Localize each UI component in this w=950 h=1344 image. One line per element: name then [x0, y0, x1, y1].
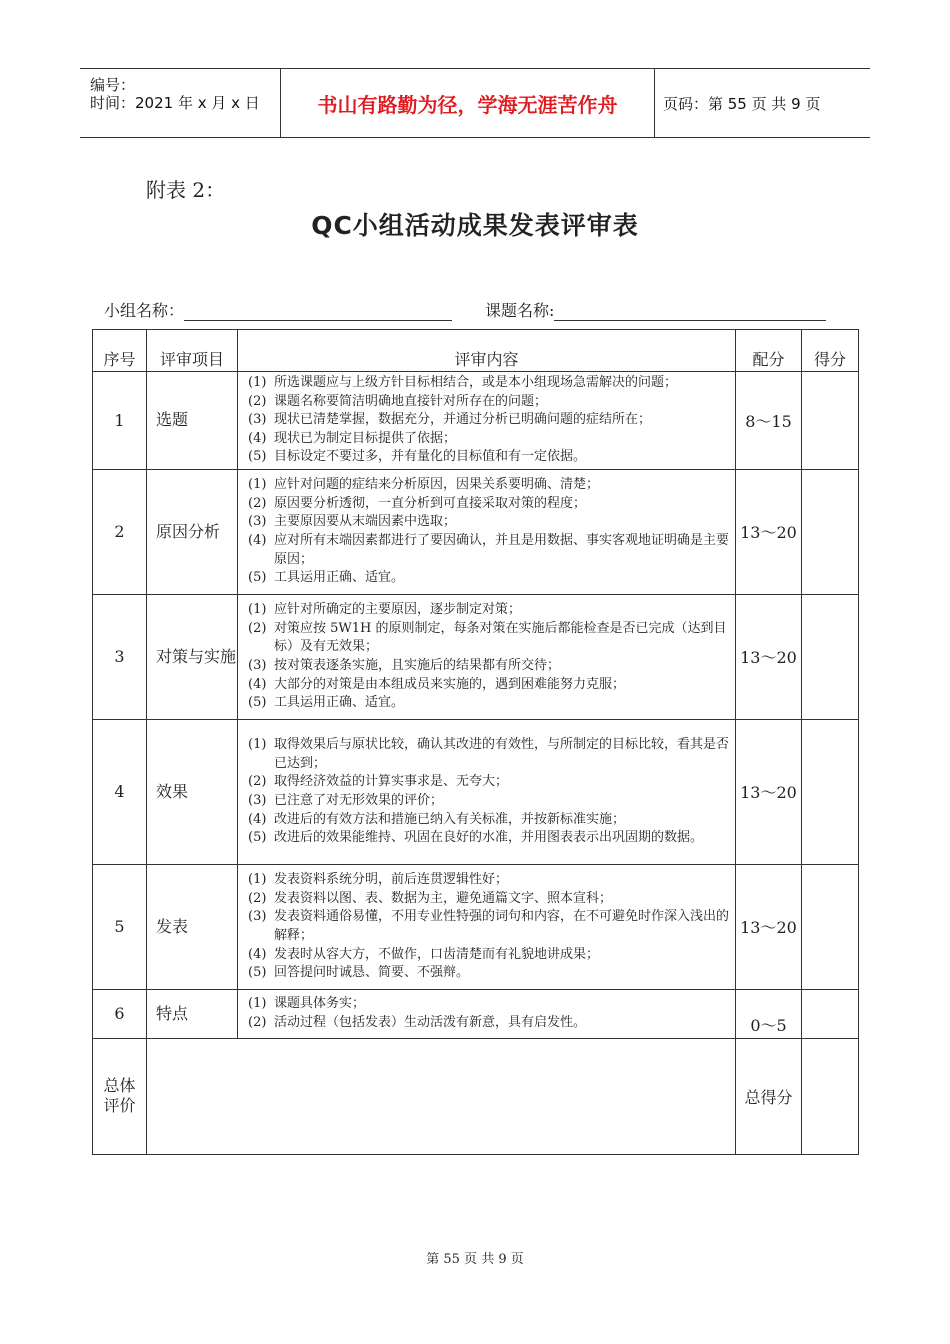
criterion-number: (1) — [248, 737, 267, 753]
criterion-text: 按对策表逐条实施，且实施后的结果都有所交待； — [274, 657, 561, 673]
date-label: 时间：2021 年 x 月 x 日 — [90, 94, 260, 112]
row-number: 5 — [93, 864, 147, 989]
criterion-text: 现状已为制定目标提供了依据； — [274, 430, 457, 446]
criterion-text: 发表时从容大方，不做作，口齿清楚而有礼貌地讲成果； — [274, 946, 600, 962]
criterion-number: (2) — [248, 890, 267, 906]
criterion — [248, 908, 729, 945]
criterion-number: (5) — [248, 830, 267, 846]
criterion-text: 发表资料以图、表、数据为主，避免通篇文字、照本宣科； — [274, 890, 613, 906]
criterion-text: 应针对所确定的主要原因，逐步制定对策； — [274, 602, 522, 618]
criterion-number: (2) — [248, 393, 267, 409]
score-cell[interactable] — [802, 372, 859, 470]
score-cell[interactable] — [802, 469, 859, 594]
code-label: 编号： — [90, 76, 136, 94]
criterion-text: 活动过程（包括发表）生动活泼有新意，具有启发性。 — [274, 1014, 587, 1030]
criterion — [248, 657, 729, 676]
document-header — [80, 68, 870, 138]
overall-row — [93, 1038, 859, 1154]
score-cell[interactable] — [802, 864, 859, 989]
criterion-text: 回答提问时诚恳、简要、不强辩。 — [274, 965, 470, 981]
criterion — [248, 532, 729, 569]
review-item: 特点 — [147, 989, 238, 1038]
criterion-number: (4) — [248, 532, 267, 548]
criterion-text: 工具运用正确、适宜。 — [274, 570, 405, 586]
header-content: 评审内容 — [238, 330, 736, 372]
criterion — [248, 393, 729, 412]
criterion — [248, 569, 729, 588]
score-cell[interactable] — [802, 719, 859, 864]
row-number: 4 — [93, 719, 147, 864]
criterion — [248, 829, 729, 848]
topic-name-label: 课题名称: — [485, 301, 555, 320]
group-name-label: 小组名称： — [104, 301, 185, 320]
criterion — [248, 964, 729, 983]
points-cell: 8～15 — [736, 372, 802, 470]
criterion-text: 改进后的效果能维持、巩固在良好的水准，并用图表表示出巩固期的数据。 — [274, 830, 704, 846]
page-footer: 第 55 页 共 9 页 — [426, 1252, 524, 1267]
criterion-number: (4) — [248, 811, 267, 827]
criterion-text: 主要原因要从末端因素中选取； — [274, 514, 457, 530]
review-content — [238, 469, 736, 594]
criterion-number: (1) — [248, 602, 267, 618]
header-score: 得分 — [802, 330, 859, 372]
criterion-text: 应针对问题的症结来分析原因，因果关系要明确、清楚； — [274, 477, 600, 493]
criterion-number: (4) — [248, 430, 267, 446]
criterion — [248, 773, 729, 792]
criterion — [248, 513, 729, 532]
criterion-text: 应对所有末端因素都进行了要因确认，并且是用数据、事实客观地证明确是主要原因； — [274, 532, 730, 567]
criterion-number: (3) — [248, 909, 267, 925]
criterion-text: 取得效果后与原状比较，确认其改进的有效性，与所制定的目标比较，看其是否已达到； — [274, 737, 730, 771]
criterion — [248, 890, 729, 909]
header-page-label: 页码：第 55 页 共 9 页 — [663, 94, 821, 113]
criterion-number: (2) — [248, 1014, 267, 1030]
criterion — [248, 946, 729, 965]
criterion-number: (2) — [248, 620, 267, 636]
points-cell: 13～20 — [736, 719, 802, 864]
criterion-text: 对策应按 5W1H 的原则制定，每条对策在实施后都能检查是否已完成（达到目标）及有无效果； — [274, 620, 727, 655]
criterion — [248, 495, 729, 514]
criterion — [248, 601, 729, 620]
criterion-text: 课题具体务实； — [274, 996, 366, 1012]
criterion — [248, 792, 729, 811]
appendix-label: 附表 2： — [146, 178, 226, 202]
header-motto: 书山有路勤为径，学海无涯苦作舟 — [280, 69, 655, 137]
review-content — [238, 989, 736, 1038]
criterion-number: (2) — [248, 495, 267, 511]
header-item: 评审项目 — [147, 330, 238, 372]
overall-label: 总体评价 — [93, 1038, 147, 1154]
row-number: 3 — [93, 594, 147, 719]
row-number: 1 — [93, 372, 147, 470]
points-cell: 13～20 — [736, 864, 802, 989]
criterion-number: (4) — [248, 676, 267, 692]
criterion-text: 发表资料通俗易懂，不用专业性特强的词句和内容，在不可避免时作深入浅出的解释； — [274, 909, 730, 943]
page-title: QC小组活动成果发表评审表 — [311, 211, 639, 240]
table-row — [93, 719, 859, 864]
criterion — [248, 694, 729, 713]
header-points: 配分 — [736, 330, 802, 372]
criterion-number: (2) — [248, 774, 267, 790]
table-header-row — [93, 330, 859, 372]
criterion-number: (5) — [248, 695, 267, 711]
criterion-text: 大部分的对策是由本组成员来实施的，遇到困难能努力克服； — [274, 676, 626, 692]
criterion-number: (3) — [248, 792, 267, 808]
row-number: 2 — [93, 469, 147, 594]
review-content — [238, 864, 736, 989]
criterion — [248, 811, 729, 830]
review-item: 对策与实施 — [147, 594, 238, 719]
criterion-number: (1) — [248, 996, 267, 1012]
topic-name-field[interactable] — [485, 298, 826, 321]
criterion — [248, 476, 729, 495]
header-no: 序号 — [93, 330, 147, 372]
table-row — [93, 469, 859, 594]
criterion-number: (1) — [248, 375, 267, 390]
total-score-cell[interactable] — [802, 1038, 859, 1154]
criterion — [248, 620, 729, 657]
criterion-number: (1) — [248, 477, 267, 493]
topic-name-blank[interactable] — [554, 302, 826, 321]
group-name-blank[interactable] — [184, 302, 452, 321]
review-content — [238, 719, 736, 864]
table-row — [93, 989, 859, 1038]
review-table — [92, 329, 859, 1155]
points-cell: 0～5 — [736, 989, 802, 1038]
criterion-number: (1) — [248, 872, 267, 888]
criterion-text: 改进后的有效方法和措施已纳入有关标准，并按新标准实施； — [274, 811, 626, 827]
criterion — [248, 736, 729, 773]
criterion-number: (3) — [248, 412, 267, 428]
criterion-text: 所选课题应与上级方针目标相结合，或是本小组现场急需解决的问题； — [274, 375, 678, 390]
criterion-text: 发表资料系统分明，前后连贯逻辑性好； — [274, 872, 509, 888]
table-row — [93, 372, 859, 470]
criterion — [248, 1014, 729, 1033]
criterion-number: (5) — [248, 570, 267, 586]
criterion-number: (4) — [248, 946, 267, 962]
total-score-label: 总得分 — [736, 1038, 802, 1154]
review-content — [238, 594, 736, 719]
row-number: 6 — [93, 989, 147, 1038]
overall-comment-cell[interactable] — [147, 1038, 736, 1154]
criterion-text: 课题名称要简洁明确地直接针对所存在的问题； — [274, 393, 548, 409]
criterion — [248, 448, 729, 467]
criterion-text: 取得经济效益的计算实事求是、无夸大； — [274, 774, 509, 790]
review-item: 效果 — [147, 719, 238, 864]
review-content — [238, 372, 736, 470]
criterion — [248, 871, 729, 890]
criterion-number: (3) — [248, 657, 267, 673]
criterion — [248, 430, 729, 449]
criterion-text: 现状已清楚掌握，数据充分，并通过分析已明确问题的症结所在； — [274, 412, 652, 428]
points-cell: 13～20 — [736, 469, 802, 594]
review-item: 原因分析 — [147, 469, 238, 594]
score-cell[interactable] — [802, 594, 859, 719]
criterion — [248, 676, 729, 695]
points-cell: 13～20 — [736, 594, 802, 719]
criterion-text: 原因要分析透彻，一直分析到可直接采取对策的程度； — [274, 495, 587, 511]
criterion — [248, 374, 729, 393]
criterion-text: 目标设定不要过多，并有量化的目标值和有一定依据。 — [274, 449, 587, 465]
criterion-number: (5) — [248, 449, 267, 465]
review-item: 发表 — [147, 864, 238, 989]
criterion-number: (3) — [248, 514, 267, 530]
criterion-number: (5) — [248, 965, 267, 981]
group-name-field[interactable] — [104, 298, 452, 321]
table-row — [93, 864, 859, 989]
review-item: 选题 — [147, 372, 238, 470]
header-meta — [80, 69, 280, 137]
criterion — [248, 411, 729, 430]
criterion-text: 已注意了对无形效果的评价； — [274, 792, 444, 808]
criterion-text: 工具运用正确、适宜。 — [274, 695, 405, 711]
table-row — [93, 594, 859, 719]
score-cell[interactable] — [802, 989, 859, 1038]
criterion — [248, 995, 729, 1014]
